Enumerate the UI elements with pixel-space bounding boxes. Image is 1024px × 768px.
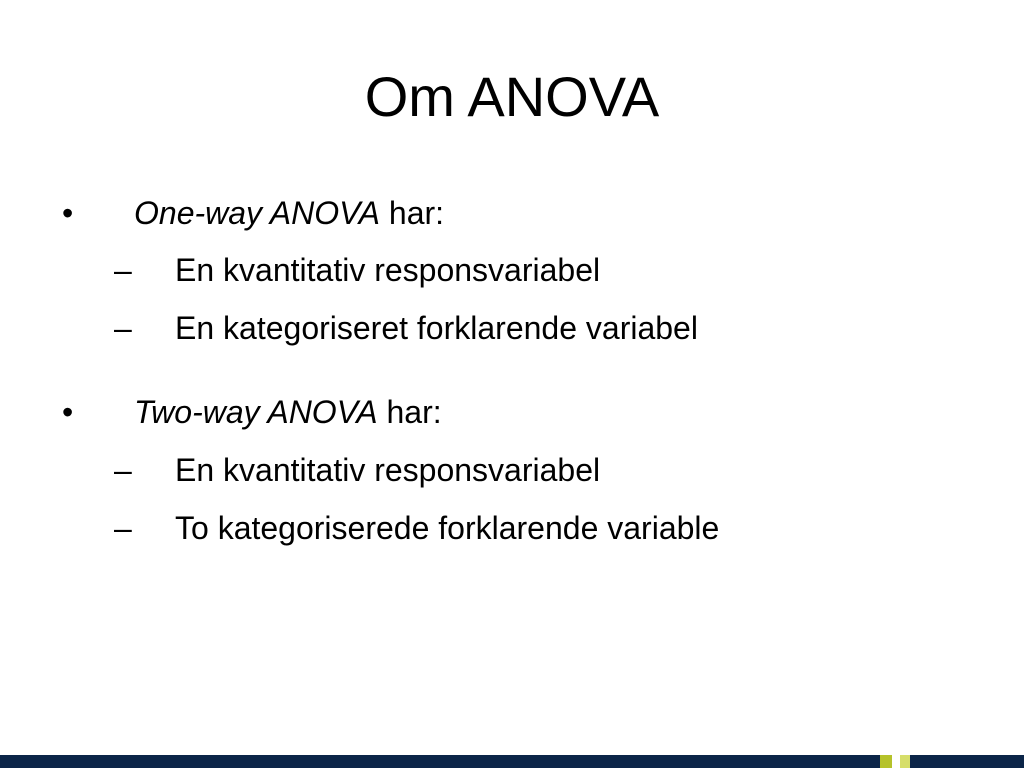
- bullet-heading-italic: Two-way ANOVA: [134, 394, 378, 430]
- footer-accent-block: [900, 755, 910, 768]
- sub-item-text: En kategoriseret forklarende variabel: [175, 310, 698, 346]
- dash-marker: –: [114, 510, 132, 546]
- sub-item-text: En kvantitativ responsvariabel: [175, 252, 601, 288]
- footer-accent-block: [880, 755, 892, 768]
- bullet-heading-rest: har:: [377, 394, 442, 430]
- dash-marker: –: [114, 310, 132, 346]
- footer-accent-gap: [892, 755, 900, 768]
- bullet-marker: •: [62, 195, 74, 231]
- sub-item-text: To kategoriserede forklarende variable: [175, 510, 720, 546]
- bullet-heading: [134, 392, 442, 432]
- bullet-heading-rest: har:: [380, 195, 445, 231]
- slide-title: Om ANOVA: [364, 65, 660, 128]
- dash-marker: –: [114, 452, 132, 488]
- sub-item-text: En kvantitativ responsvariabel: [175, 452, 601, 488]
- footer-bar: [0, 755, 1024, 768]
- bullet-heading-italic: One-way ANOVA: [134, 195, 381, 231]
- bullet-heading: [134, 193, 444, 233]
- dash-marker: –: [114, 252, 132, 288]
- bullet-marker: •: [62, 394, 74, 430]
